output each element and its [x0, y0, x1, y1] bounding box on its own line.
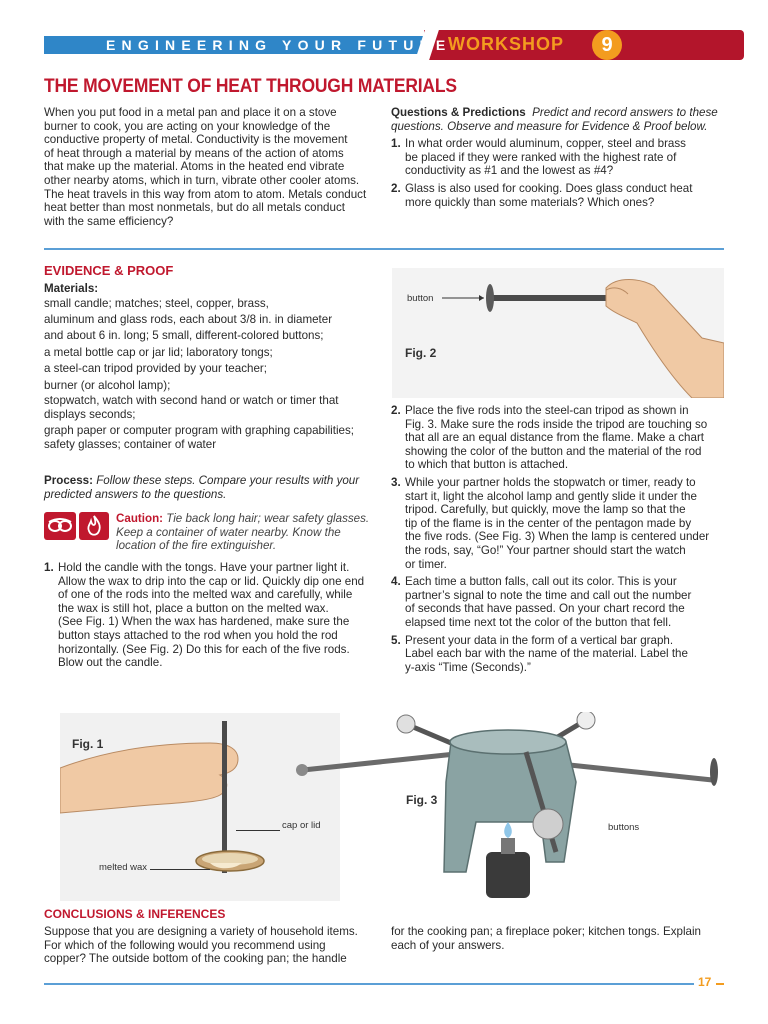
conclusions-right	[391, 925, 726, 952]
questions-heading: Questions & Predictions	[391, 106, 526, 119]
materials-line: displays seconds;	[44, 407, 136, 421]
materials-line: a metal bottle cap or jar lid; laboratory tongs;	[44, 345, 273, 359]
questions-intro-cont: questions. Observe and measure for Evidence & Proof below.	[391, 119, 708, 133]
step-line: Blow out the candle.	[58, 656, 163, 670]
materials-line: burner (or alcohol lamp);	[44, 378, 171, 392]
materials-line: and about 6 in. long; 5 small, different-colored buttons;	[44, 329, 324, 343]
step-line: or timer.	[405, 557, 447, 571]
page-number: 17	[698, 975, 712, 989]
step-line: Allow the wax to drip into the cap or lid. Quickly dip one end	[58, 574, 365, 588]
process-text-cont: predicted answers to the questions.	[44, 487, 227, 501]
step-item	[391, 634, 726, 675]
step-line: Present your data in the form of a vertical bar graph.	[405, 633, 674, 647]
fig2-illustration	[392, 268, 724, 398]
step-line: Label each bar with the name of the material. Label the	[405, 647, 688, 661]
page-number-dash	[716, 983, 724, 985]
step-line: the wax is still hot, place a button on the melted wax.	[58, 601, 329, 615]
fig2-button-callout: button	[407, 293, 434, 304]
materials-line: graph paper or computer program with graphing capabilities;	[44, 424, 354, 438]
questions-intro: Predict and record answers to these	[532, 106, 718, 119]
fig1-cap-leader	[236, 830, 280, 831]
step-item	[391, 575, 726, 629]
step-line: that all are an equal distance from the flame. Make a chart	[405, 431, 705, 445]
steps-right	[391, 404, 726, 674]
figure-2	[392, 268, 724, 398]
conclusions-left	[44, 925, 379, 966]
questions-section	[391, 106, 726, 209]
caution-box	[116, 512, 378, 553]
step-line: showing the color of the button and the material of the rod	[405, 444, 702, 458]
evidence-heading: EVIDENCE & PROOF	[44, 263, 174, 278]
fig1-wax-callout: melted wax	[99, 862, 148, 873]
fig2-label: Fig. 2	[405, 346, 437, 360]
header-banner	[44, 30, 724, 60]
step-line: the five rods. (See Fig. 3) When the lamp is centered under	[405, 530, 710, 544]
intro-line: burner to cook, you are acting on your knowledge of the	[44, 119, 331, 133]
fig1-wax-leader	[150, 869, 210, 870]
step-line: (See Fig. 1) When the wax has hardened, make sure the	[58, 615, 350, 629]
series-title: ENGINEERING YOUR FUTURE	[106, 37, 452, 53]
conclusion-line: each of your answers.	[391, 938, 505, 952]
step-line: Place the five rods into the steel-can tripod as shown in	[405, 404, 689, 417]
process-section	[44, 474, 379, 501]
conclusion-line: for the cooking pan; a fireplace poker; kitchen tongs. Explain	[391, 925, 701, 938]
step-line: to which that button is attached.	[405, 458, 569, 472]
step-line: horizontally. (See Fig. 2) Do this for each of the five rods.	[58, 642, 350, 656]
caution-text-cont: Keep a container of water nearby. Know the	[116, 525, 341, 539]
fig1-label: Fig. 1	[72, 737, 104, 751]
fig3-buttons-callout: buttons	[608, 822, 640, 833]
step-line: button stays attached to the rod when you hold the rod	[58, 628, 338, 642]
footer-rule	[44, 983, 694, 985]
figure-3	[296, 712, 724, 902]
step-line: start it, light the alcohol lamp and gently slide it under the	[405, 489, 697, 503]
step-line: of seconds that have passed. On your chart record the	[405, 602, 685, 616]
materials-section	[44, 282, 379, 451]
question-item	[391, 137, 726, 178]
step-line: y-axis “Time (Seconds).”	[405, 660, 531, 674]
question-line: more quickly than some materials? Which ones?	[405, 195, 655, 209]
materials-line: aluminum and glass rods, each about 3/8 in. in diameter	[44, 313, 333, 326]
materials-line: small candle; matches; steel, copper, brass,	[44, 296, 269, 310]
safety-glasses-icon	[44, 512, 76, 540]
fig3-label: Fig. 3	[406, 793, 438, 807]
step-line: tip of the flame is in the center of the pentagon made by	[405, 516, 692, 530]
intro-line: heat better than most nonmetals, but do all metals conduct	[44, 201, 345, 215]
step-item	[391, 404, 726, 472]
intro-line: of heat through a material by means of the action of atoms	[44, 146, 344, 160]
step-line: of one of the rods into the melted wax and carefully, while	[58, 588, 353, 602]
step-item	[44, 561, 393, 670]
caution-text: Tie back long hair; wear safety glasses.	[166, 512, 370, 525]
workshop-label: WORKSHOP	[448, 34, 564, 54]
caution-label: Caution:	[116, 512, 164, 525]
intro-line: that make up the material. Atoms in the heated end vibrate	[44, 160, 345, 174]
step-item	[391, 476, 726, 571]
materials-line: stopwatch, watch with second hand or watch or timer that	[44, 394, 339, 408]
conclusion-line: Suppose that you are designing a variety of household items.	[44, 925, 358, 938]
list-number: 5.	[391, 633, 401, 647]
question-line: be placed if they were ranked with the highest rate of	[405, 150, 677, 164]
conclusion-line: For which of the following would you recommend using	[44, 938, 326, 952]
materials-line: a steel-can tripod provided by your teacher;	[44, 362, 267, 376]
conclusions-heading: CONCLUSIONS & INFERENCES	[44, 907, 226, 921]
page-title: THE MOVEMENT OF HEAT THROUGH MATERIALS	[44, 76, 457, 97]
question-line: Glass is also used for cooking. Does glass conduct heat	[405, 181, 693, 195]
list-number: 3.	[391, 475, 401, 489]
step-line: partner’s signal to note the time and call out the number	[405, 588, 692, 602]
process-text: Follow these steps. Compare your results with your	[96, 474, 360, 487]
step-line: elapsed time next tot the color of the button that fell.	[405, 615, 672, 629]
workshop-number-badge: 9	[592, 30, 622, 60]
list-number: 1.	[391, 137, 401, 151]
flame-icon	[79, 512, 109, 540]
step-line: Hold the candle with the tongs. Have your partner light it.	[58, 561, 350, 574]
intro-line: When you put food in a metal pan and place it on a stove	[44, 106, 337, 119]
intro-line: with the same efficiency?	[44, 214, 174, 228]
question-line: conductivity as #1 and the lowest as #4?	[405, 164, 614, 178]
fig1-cap-callout: cap or lid	[282, 820, 321, 831]
question-line: In what order would aluminum, copper, steel and brass	[405, 137, 686, 151]
intro-paragraph	[44, 106, 379, 228]
intro-line: conductive property of metal. Conductivity is the movement	[44, 133, 348, 147]
step-line: tripod. Carefully, but quickly, move the lamp so that the	[405, 503, 686, 517]
question-item	[391, 182, 726, 209]
caution-text-cont: location of the fire extinguisher.	[116, 539, 277, 553]
section-divider	[44, 248, 724, 250]
materials-label: Materials:	[44, 282, 99, 295]
step-line: Each time a button falls, call out its color. This is your	[405, 575, 677, 589]
intro-line: other nearby atoms, which in turn, vibrate other cooler atoms.	[44, 173, 360, 187]
process-label: Process:	[44, 474, 93, 487]
step-line: Fig. 3. Make sure the rods inside the tripod are touching so	[405, 417, 708, 431]
fig3-illustration	[296, 712, 724, 902]
intro-line: The heat travels in this way from atom to atom. Metals conduct	[44, 187, 367, 201]
materials-line: safety glasses; container of water	[44, 437, 217, 451]
step-line: While your partner holds the stopwatch or timer, ready to	[405, 475, 696, 489]
list-number: 4.	[391, 575, 401, 589]
conclusion-line: copper? The outside bottom of the cooking pan; the handle	[44, 952, 347, 966]
list-number: 1.	[44, 561, 54, 574]
list-number: 2.	[391, 181, 401, 195]
list-number: 2.	[391, 404, 401, 417]
step-line: the rods, say, “Go!” Your partner should start the watch	[405, 543, 686, 557]
